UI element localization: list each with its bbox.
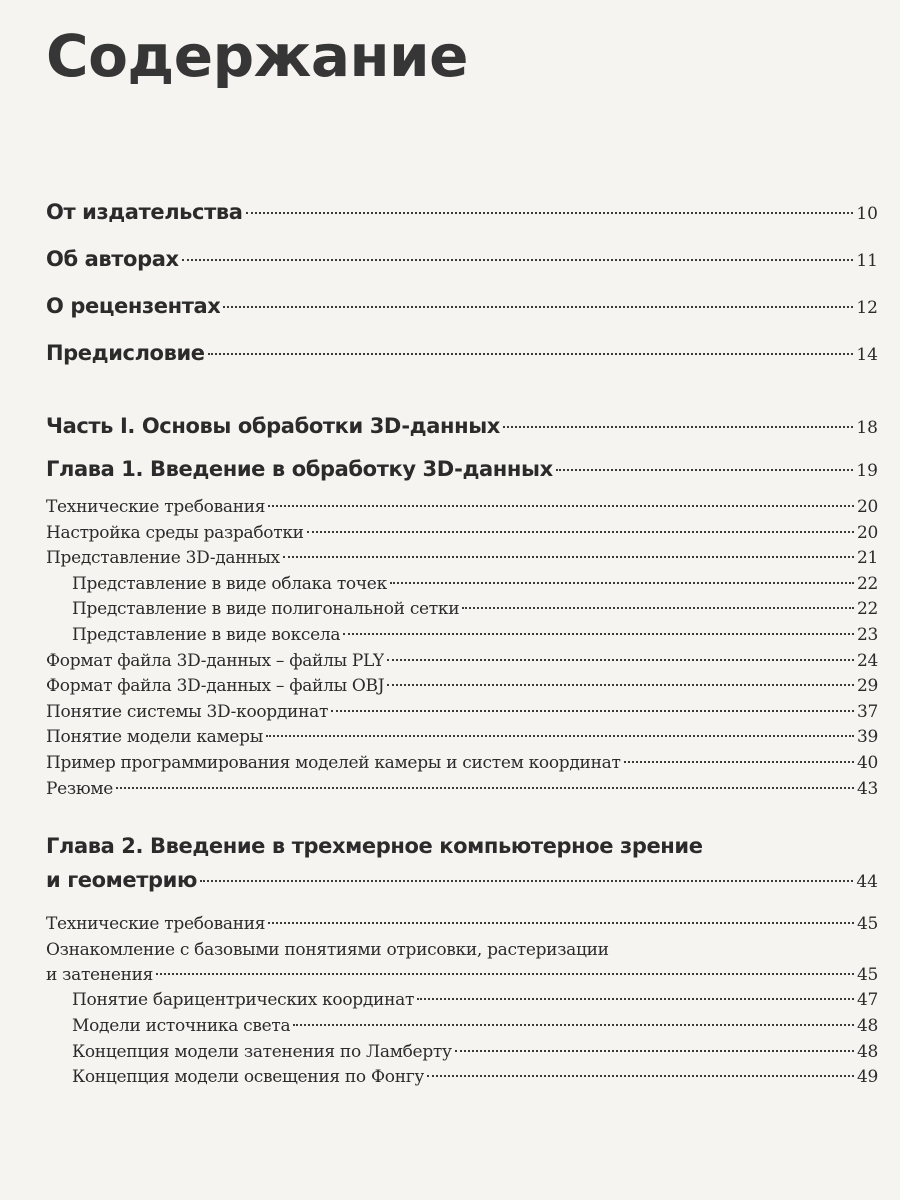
toc-entry-title: и затенения xyxy=(46,964,154,985)
dot-leader xyxy=(200,880,853,882)
toc-entry-page: 22 xyxy=(856,599,878,620)
toc-entry-about-authors xyxy=(46,247,878,294)
toc-entry-from-publisher xyxy=(46,200,878,247)
toc-entry-subsection xyxy=(46,1016,878,1042)
toc-entry-page: 43 xyxy=(856,778,878,799)
toc-entry-subsection xyxy=(46,1042,878,1068)
dot-leader xyxy=(387,659,854,661)
toc-entry-section-title-line1: Ознакомление с базовыми понятиями отрисовки, растеризации xyxy=(46,939,609,960)
toc-entry-part-1 xyxy=(46,414,878,457)
toc-entry-title: Глава 1. Введение в обработку 3D-данных xyxy=(46,457,553,481)
dot-leader xyxy=(503,426,853,428)
dot-leader xyxy=(390,582,854,584)
toc-entry-title: Резюме xyxy=(46,778,114,799)
toc-entry-title: Технические требования xyxy=(46,497,266,517)
toc-entry-section xyxy=(46,497,878,523)
dot-leader xyxy=(208,353,854,355)
toc-entry-section xyxy=(46,702,878,728)
toc-entry-page: 49 xyxy=(856,1067,878,1088)
toc-entry-title: Формат файла 3D-данных – файлы OBJ xyxy=(46,676,385,697)
toc-entry-title: Об авторах xyxy=(46,247,179,271)
toc-entry-page: 19 xyxy=(856,461,878,481)
toc-entry-title: Настройка среды разработки xyxy=(46,522,304,543)
toc-entry-title: От издательства xyxy=(46,200,243,224)
toc-entry-about-reviewers xyxy=(46,294,878,341)
page-title: Содержание xyxy=(46,22,469,90)
toc-entry-title: Модели источника света xyxy=(72,1015,291,1036)
dot-leader xyxy=(266,735,854,737)
toc-entry-page: 40 xyxy=(856,752,878,773)
dot-leader xyxy=(331,710,854,712)
dot-leader xyxy=(417,998,854,1000)
toc-entry-page: 18 xyxy=(856,418,878,438)
dot-leader xyxy=(182,259,854,261)
toc-entry-page: 37 xyxy=(856,701,878,722)
toc-entry-page: 47 xyxy=(856,990,878,1011)
dot-leader xyxy=(283,556,854,558)
toc-entry-page: 48 xyxy=(856,1041,878,1062)
dot-leader xyxy=(624,761,854,763)
toc-entry-subsection xyxy=(46,625,878,651)
toc-entry-subsection xyxy=(46,990,878,1016)
toc-entry-page: 21 xyxy=(856,548,878,569)
toc-entry-page: 12 xyxy=(856,298,878,318)
dot-leader xyxy=(455,1050,854,1052)
toc-entry-title: Концепция модели затенения по Ламберту xyxy=(72,1041,452,1062)
toc-entry-title: Представление в виде облака точек xyxy=(72,573,387,594)
dot-leader xyxy=(246,212,854,214)
toc-entry-title: Часть I. Основы обработки 3D-данных xyxy=(46,414,500,438)
toc-entry-subsection xyxy=(46,1067,878,1093)
toc-entry-section xyxy=(46,651,878,677)
toc-entry-section xyxy=(46,965,878,991)
toc-entry-page: 20 xyxy=(856,497,878,517)
toc-entry-section xyxy=(46,727,878,753)
toc-entry-chapter-2 xyxy=(46,868,878,908)
toc-entry-chapter-1 xyxy=(46,457,878,497)
toc-entry-section xyxy=(46,914,878,940)
toc-entry-title: Представление 3D-данных xyxy=(46,548,280,569)
toc-entry-page: 44 xyxy=(856,872,878,893)
toc-entry-title: Пример программирования моделей камеры и систем координат xyxy=(46,752,621,773)
toc-entry-page: 45 xyxy=(856,914,878,935)
toc-entry-section xyxy=(46,548,878,574)
toc-entry-page: 24 xyxy=(856,650,878,671)
toc-entry-title: О рецензентах xyxy=(46,294,221,318)
dot-leader xyxy=(268,922,854,924)
toc-entry-page: 14 xyxy=(856,345,878,365)
toc-entry-title: Концепция модели освещения по Фонгу xyxy=(72,1067,425,1088)
dot-leader xyxy=(307,531,854,533)
dot-leader xyxy=(293,1024,854,1026)
toc-entry-page: 10 xyxy=(856,204,878,224)
toc-entry-subsection xyxy=(46,599,878,625)
toc-entry-section xyxy=(46,676,878,702)
dot-leader xyxy=(116,787,854,789)
dot-leader xyxy=(223,306,853,308)
toc-entry-title: Предисловие xyxy=(46,341,205,365)
toc-entry-title: и геометрию xyxy=(46,868,198,893)
toc-entry-page: 39 xyxy=(856,727,878,748)
toc-entry-title: Понятие модели камеры xyxy=(46,727,263,748)
toc-entry-subsection xyxy=(46,574,878,600)
dot-leader xyxy=(343,633,854,635)
toc-entry-title: Формат файла 3D-данных – файлы PLY xyxy=(46,650,384,671)
toc-entry-title: Понятие системы 3D-координат xyxy=(46,701,329,722)
toc-entry-title: Представление в виде полигональной сетки xyxy=(72,599,460,620)
dot-leader xyxy=(427,1075,854,1077)
toc-entry-page: 29 xyxy=(856,676,878,697)
toc-entry-preface xyxy=(46,341,878,388)
toc-entry-title: Представление в виде воксела xyxy=(72,624,341,645)
toc-entry-section xyxy=(46,753,878,779)
dot-leader xyxy=(462,607,854,609)
toc-entry-page: 48 xyxy=(856,1015,878,1036)
dot-leader xyxy=(268,505,854,507)
toc-entry-page: 20 xyxy=(856,522,878,543)
toc-entry-chapter-2-title-line1: Глава 2. Введение в трехмерное компьютерное зрение xyxy=(46,834,703,859)
table-of-contents xyxy=(46,200,878,1093)
toc-entry-page: 45 xyxy=(856,964,878,985)
toc-entry-section xyxy=(46,523,878,549)
dot-leader xyxy=(156,973,854,975)
dot-leader xyxy=(556,469,854,471)
toc-entry-section xyxy=(46,779,878,805)
toc-entry-page: 22 xyxy=(856,573,878,594)
toc-entry-page: 23 xyxy=(856,624,878,645)
toc-entry-page: 11 xyxy=(856,251,878,271)
toc-entry-title: Технические требования xyxy=(46,914,266,935)
toc-entry-title: Понятие барицентрических координат xyxy=(72,990,415,1011)
dot-leader xyxy=(387,684,854,686)
